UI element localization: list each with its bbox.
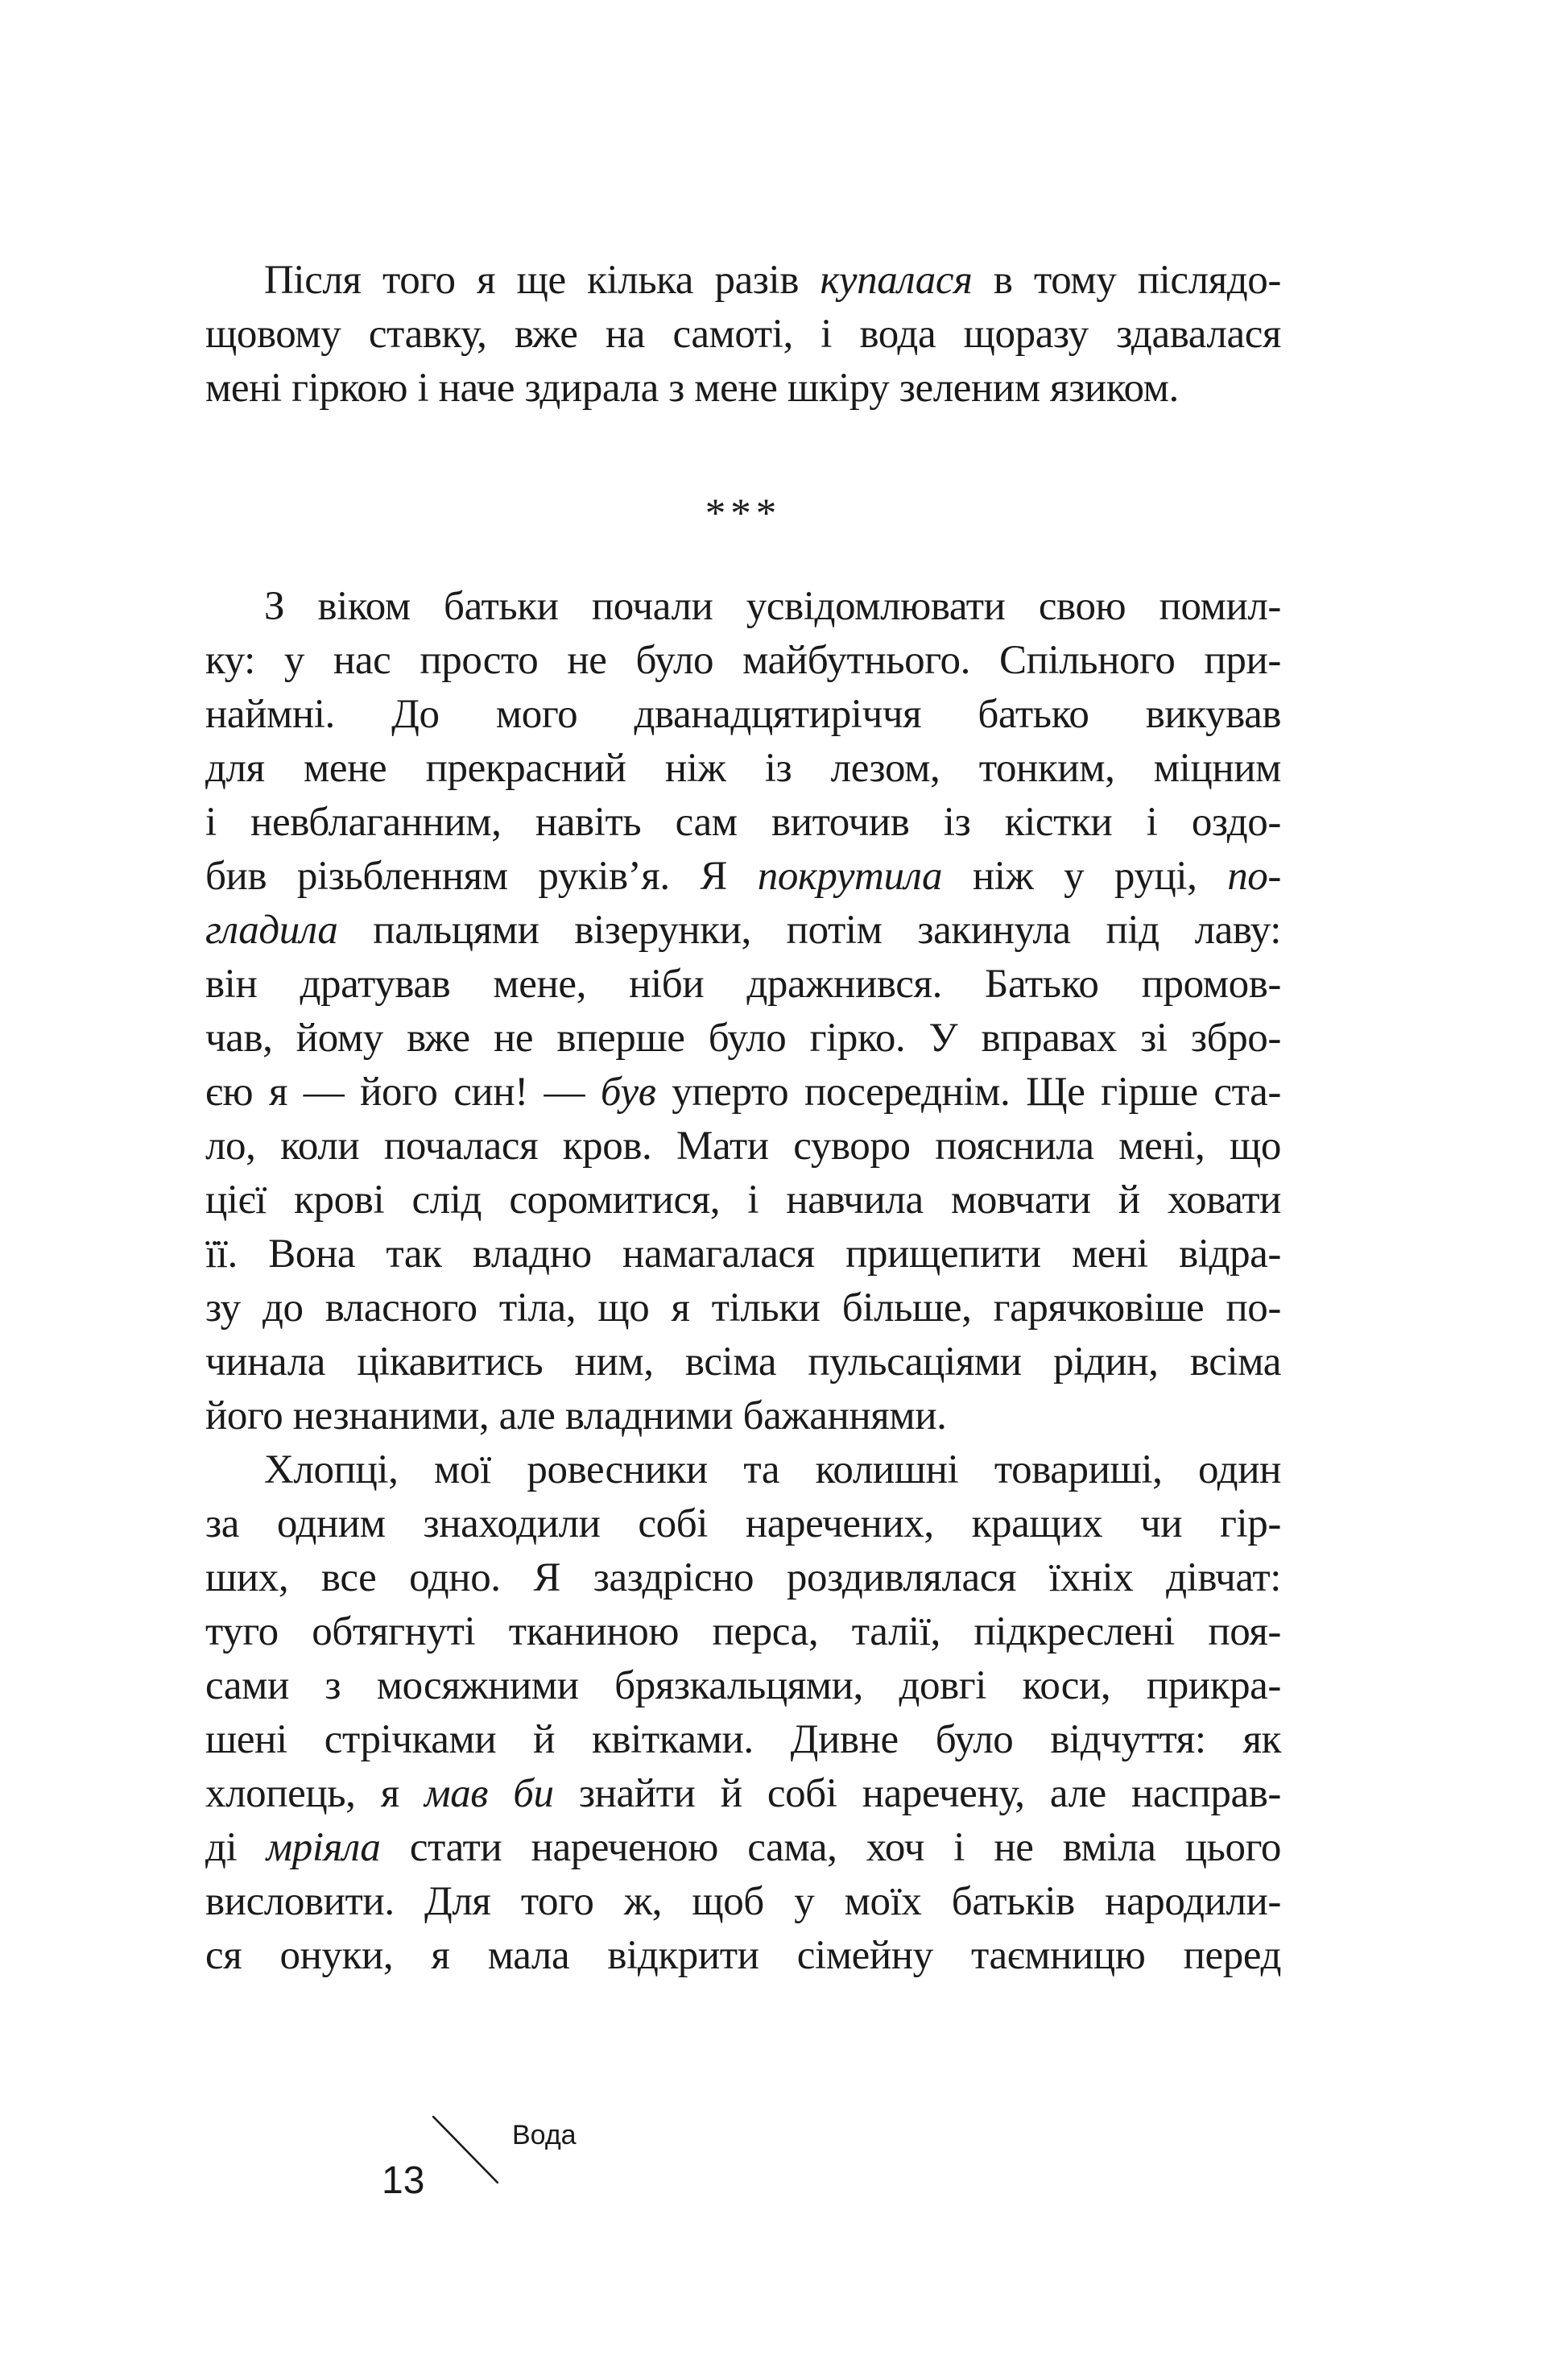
text-line [205, 1389, 1281, 1443]
italic-emphasis: мав би [424, 1771, 554, 1816]
text-run: ніж у руці, [942, 854, 1228, 899]
text-run: Хлопці, мої ровесники та колишні товариші, один [264, 1447, 1281, 1492]
italic-emphasis: був [600, 1070, 656, 1115]
text-run: пальцями візерунки, потім закинула під лаву: [337, 908, 1281, 953]
text-run: шені стрічками й квітками. Дивне було відчуття: як [205, 1717, 1281, 1762]
italic-emphasis: мріяла [266, 1825, 381, 1870]
italic-emphasis: купалася [820, 258, 973, 303]
text-run: чинала цікавитись ним, всіма пульсаціями рідин, всіма [205, 1339, 1281, 1385]
text-line [205, 1605, 1281, 1659]
text-run: уперто посереднім. Ще гірше ста- [655, 1070, 1281, 1115]
text-line [205, 1821, 1281, 1875]
text-run: за одним знаходили собі наречених, кращих чи гір- [205, 1501, 1281, 1546]
text-run: ших, все одно. Я заздрісно роздивлялася їхніх дівчат: [205, 1555, 1281, 1600]
text-line [205, 688, 1281, 742]
text-line [205, 634, 1281, 688]
text-line [205, 850, 1281, 904]
text-run: наймні. До мого дванадцятиріччя батько викував [205, 692, 1281, 737]
text-run: її. Вона так владно намагалася прищепити мені відра- [205, 1231, 1281, 1277]
page-number: 13 [382, 2159, 425, 2202]
text-run: ся онуки, я мала відкрити сімейну таємницю перед [205, 1933, 1281, 1978]
text-line [205, 958, 1281, 1012]
text-line [205, 1659, 1281, 1713]
text-run: сами з мосяжними брязкальцями, довгі коси, прикра- [205, 1663, 1281, 1708]
text-line [205, 1497, 1281, 1551]
text-run: в тому післядо- [972, 258, 1281, 303]
italic-emphasis: по- [1227, 854, 1281, 899]
text-run: ло, коли почалася кров. Мати суворо пояснила мені, що [205, 1124, 1281, 1169]
text-section-2 [205, 580, 1281, 1983]
text-line [205, 1875, 1281, 1929]
text-line [205, 1335, 1281, 1389]
text-run: бив різьбленням руків’я. Я [205, 854, 758, 899]
text-run: мені гіркою і наче здирала з мене шкіру зеленим язиком. [205, 366, 1179, 411]
text-run: єю я — його син! — [205, 1070, 601, 1115]
italic-emphasis: покрутила [757, 854, 943, 899]
text-section-1 [205, 254, 1281, 416]
text-line [205, 308, 1281, 362]
text-run: чав, йому вже не вперше було гірко. У вправах зі збро- [205, 1016, 1281, 1061]
text-run: З віком батьки почали усвідомлювати свою помил- [264, 584, 1281, 629]
paragraph-first-line [205, 254, 1281, 308]
text-line [205, 1767, 1281, 1821]
text-run: і невблаганним, навіть сам виточив із кістки і оздо- [205, 800, 1281, 845]
text-line [205, 1012, 1281, 1066]
text-run: ку: у нас просто не було майбутнього. Спільного при- [205, 638, 1281, 683]
section-separator: *** [705, 491, 782, 536]
text-run: знайти й собі наречену, але насправ- [553, 1771, 1281, 1816]
text-line [205, 742, 1281, 796]
text-line [205, 1173, 1281, 1227]
italic-emphasis: гладила [205, 908, 338, 953]
text-run: для мене прекрасний ніж із лезом, тонким, міцним [205, 746, 1281, 791]
text-run: зу до власного тіла, що я тільки більше, гарячковіше по- [205, 1285, 1281, 1331]
text-line [205, 1120, 1281, 1173]
text-run: він дратував мене, ніби дражнився. Батько промов- [205, 962, 1281, 1007]
text-line [205, 362, 1281, 416]
text-run: щовому ставку, вже на самоті, і вода щоразу здавалася [205, 312, 1281, 357]
text-run: ді [205, 1825, 267, 1870]
text-run: Після того я ще кілька разів [264, 258, 821, 303]
text-line [205, 1227, 1281, 1281]
text-line [205, 1713, 1281, 1767]
paragraph-first-line [205, 580, 1281, 634]
text-run: висловити. Для того ж, щоб у моїх батьків народили- [205, 1879, 1281, 1924]
text-line [205, 904, 1281, 958]
text-line [205, 1066, 1281, 1120]
running-title: Вода [512, 2120, 577, 2150]
text-run: хлопець, я [205, 1771, 425, 1816]
paragraph-first-line [205, 1443, 1281, 1497]
text-line [205, 1281, 1281, 1335]
text-line [205, 796, 1281, 850]
text-line [205, 1551, 1281, 1605]
text-run: стати нареченою сама, хоч і не вміла цього [380, 1825, 1281, 1870]
text-run: цієї крові слід соромитися, і навчила мовчати й ховати [205, 1178, 1281, 1223]
text-run: його незнаними, але владними бажаннями. [205, 1393, 947, 1438]
text-run: туго обтягнуті тканиною перса, талії, підкреслені поя- [205, 1609, 1281, 1654]
text-line [205, 1929, 1281, 1983]
diagonal-slash-icon [432, 2116, 498, 2183]
